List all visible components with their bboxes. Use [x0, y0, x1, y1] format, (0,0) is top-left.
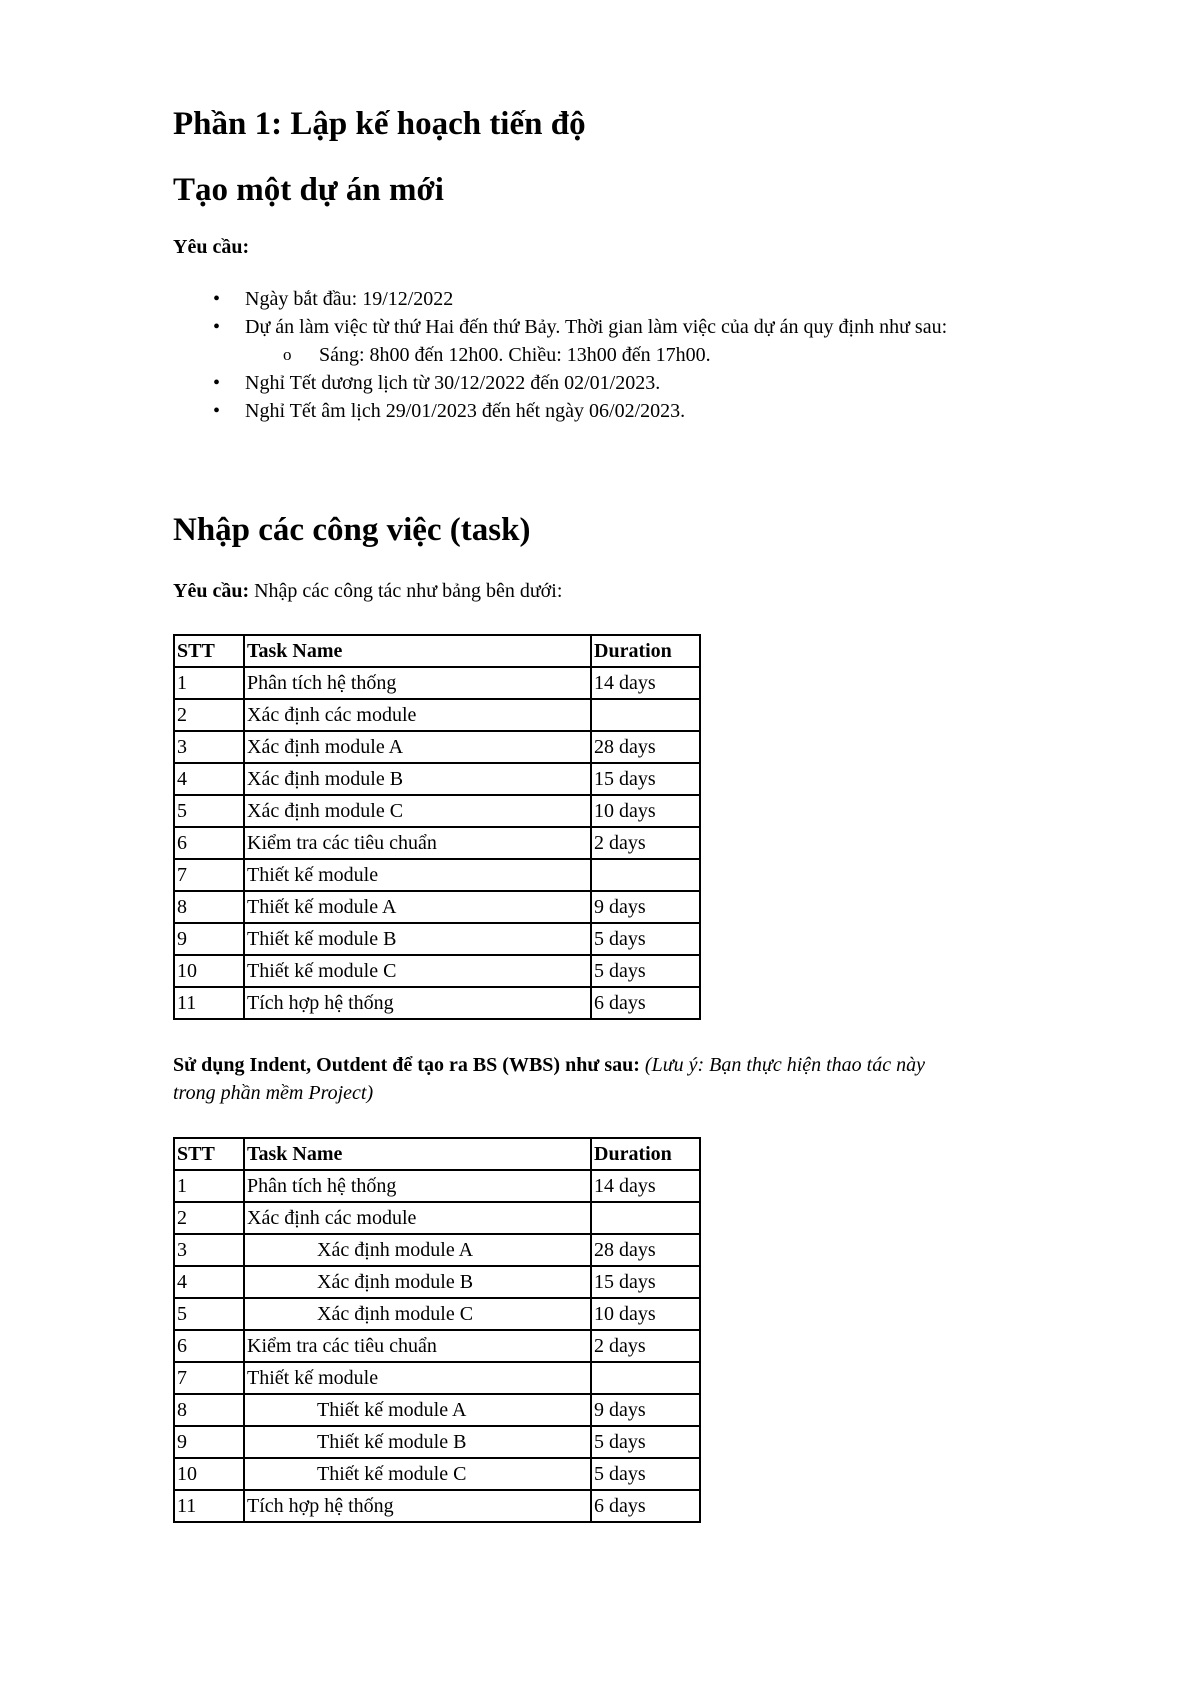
task-name-cell: Phân tích hệ thống [244, 667, 591, 699]
duration-cell: 2 days [591, 1330, 700, 1362]
table-row [174, 1330, 700, 1362]
table-row [174, 1426, 700, 1458]
stt-cell: 5 [174, 1298, 244, 1330]
stt-cell: 11 [174, 1490, 244, 1522]
stt-cell: 9 [174, 923, 244, 955]
stt-cell: 7 [174, 859, 244, 891]
stt-cell: 4 [174, 763, 244, 795]
table-row [174, 859, 700, 891]
table-header-cell: Duration [591, 635, 700, 667]
task-name-cell: Xác định module C [244, 795, 591, 827]
table-row [174, 1394, 700, 1426]
table-row [174, 795, 700, 827]
task-requirement: Yêu cầu: Nhập các công tác như bảng bên dưới: [173, 580, 563, 602]
sub-bullet-icon: o [283, 345, 292, 364]
stt-cell: 6 [174, 1330, 244, 1362]
task-name-cell: Thiết kế module B [244, 1426, 591, 1458]
duration-cell: 5 days [591, 1458, 700, 1490]
task-name-cell: Thiết kế module [244, 1362, 591, 1394]
table-row [174, 1490, 700, 1522]
duration-cell: 15 days [591, 763, 700, 795]
duration-cell: 28 days [591, 1234, 700, 1266]
heading-new-project: Tạo một dự án mới [173, 172, 444, 208]
table-row [174, 699, 700, 731]
duration-cell: 10 days [591, 795, 700, 827]
task-table [173, 634, 701, 1020]
stt-cell: 4 [174, 1266, 244, 1298]
task-name-cell: Thiết kế module A [244, 891, 591, 923]
list-item: • Ngày bắt đầu: 19/12/2022 [173, 285, 1075, 313]
bullet-icon: • [213, 372, 221, 394]
duration-cell [591, 1202, 700, 1234]
stt-cell: 8 [174, 1394, 244, 1426]
table-header-cell: Duration [591, 1138, 700, 1170]
duration-cell: 5 days [591, 1426, 700, 1458]
task-name-cell: Xác định các module [244, 699, 591, 731]
wbs-table [173, 1137, 701, 1523]
task-name-cell: Tích hợp hệ thống [244, 987, 591, 1019]
requirements-list [173, 285, 1149, 425]
bullet-icon: • [213, 400, 221, 422]
duration-cell: 10 days [591, 1298, 700, 1330]
requirements-label: Yêu cầu: [173, 236, 250, 258]
table-header-row [174, 635, 700, 667]
bullet-icon: • [213, 288, 221, 310]
duration-cell [591, 699, 700, 731]
task-name-cell: Thiết kế module [244, 859, 591, 891]
duration-cell: 14 days [591, 667, 700, 699]
task-name-cell: Kiểm tra các tiêu chuẩn [244, 827, 591, 859]
stt-cell: 6 [174, 827, 244, 859]
stt-cell: 5 [174, 795, 244, 827]
duration-cell: 15 days [591, 1266, 700, 1298]
stt-cell: 3 [174, 731, 244, 763]
stt-cell: 8 [174, 891, 244, 923]
bullet-icon: • [213, 316, 221, 338]
stt-cell: 10 [174, 1458, 244, 1490]
duration-cell: 2 days [591, 827, 700, 859]
task-name-cell: Xác định module C [244, 1298, 591, 1330]
table-row [174, 667, 700, 699]
table-row [174, 731, 700, 763]
heading-enter-tasks: Nhập các công việc (task) [173, 512, 531, 548]
task-name-cell: Xác định module B [244, 1266, 591, 1298]
list-item: o Sáng: 8h00 đến 12h00. Chiều: 13h00 đến 17h00. [173, 341, 1149, 369]
task-name-cell: Kiểm tra các tiêu chuẩn [244, 1330, 591, 1362]
task-name-cell: Tích hợp hệ thống [244, 1490, 591, 1522]
task-name-cell: Thiết kế module C [244, 955, 591, 987]
task-name-cell: Xác định module A [244, 1234, 591, 1266]
wbs-instruction: Sử dụng Indent, Outdent để tạo ra BS (WBS) như sau: (Lưu ý: Bạn thực hiện thao tác này [173, 1054, 925, 1076]
duration-cell: 28 days [591, 731, 700, 763]
table-header-cell: Task Name [244, 1138, 591, 1170]
list-item: • Nghỉ Tết dương lịch từ 30/12/2022 đến 02/01/2023. [173, 369, 1075, 397]
stt-cell: 9 [174, 1426, 244, 1458]
heading-part-1: Phần 1: Lập kế hoạch tiến độ [173, 106, 586, 142]
table-header-row [174, 1138, 700, 1170]
stt-cell: 10 [174, 955, 244, 987]
table-header-cell: Task Name [244, 635, 591, 667]
table-row [174, 827, 700, 859]
task-name-cell: Xác định các module [244, 1202, 591, 1234]
table-row [174, 987, 700, 1019]
duration-cell: 6 days [591, 987, 700, 1019]
stt-cell: 7 [174, 1362, 244, 1394]
duration-cell: 5 days [591, 923, 700, 955]
table-row [174, 1458, 700, 1490]
task-name-cell: Thiết kế module A [244, 1394, 591, 1426]
wbs-note-continued: trong phần mềm Project) [173, 1082, 374, 1104]
table-header-cell: STT [174, 1138, 244, 1170]
table-row [174, 1362, 700, 1394]
table-header-cell: STT [174, 635, 244, 667]
task-name-cell: Thiết kế module C [244, 1458, 591, 1490]
duration-cell: 14 days [591, 1170, 700, 1202]
duration-cell: 6 days [591, 1490, 700, 1522]
stt-cell: 2 [174, 1202, 244, 1234]
list-item: • Nghỉ Tết âm lịch 29/01/2023 đến hết ngày 06/02/2023. [173, 397, 1075, 425]
stt-cell: 3 [174, 1234, 244, 1266]
stt-cell: 1 [174, 1170, 244, 1202]
table-row [174, 923, 700, 955]
duration-cell: 5 days [591, 955, 700, 987]
task-name-cell: Xác định module A [244, 731, 591, 763]
task-name-cell: Phân tích hệ thống [244, 1170, 591, 1202]
table-row [174, 891, 700, 923]
table-row [174, 1170, 700, 1202]
list-item: • Dự án làm việc từ thứ Hai đến thứ Bảy. Thời gian làm việc của dự án quy định như sau: [173, 313, 1005, 341]
task-name-cell: Thiết kế module B [244, 923, 591, 955]
stt-cell: 1 [174, 667, 244, 699]
table-row [174, 1202, 700, 1234]
stt-cell: 11 [174, 987, 244, 1019]
stt-cell: 2 [174, 699, 244, 731]
duration-cell [591, 859, 700, 891]
task-name-cell: Xác định module B [244, 763, 591, 795]
table-row [174, 1234, 700, 1266]
duration-cell: 9 days [591, 891, 700, 923]
duration-cell [591, 1362, 700, 1394]
table-row [174, 955, 700, 987]
table-row [174, 1266, 700, 1298]
table-row [174, 763, 700, 795]
table-row [174, 1298, 700, 1330]
duration-cell: 9 days [591, 1394, 700, 1426]
